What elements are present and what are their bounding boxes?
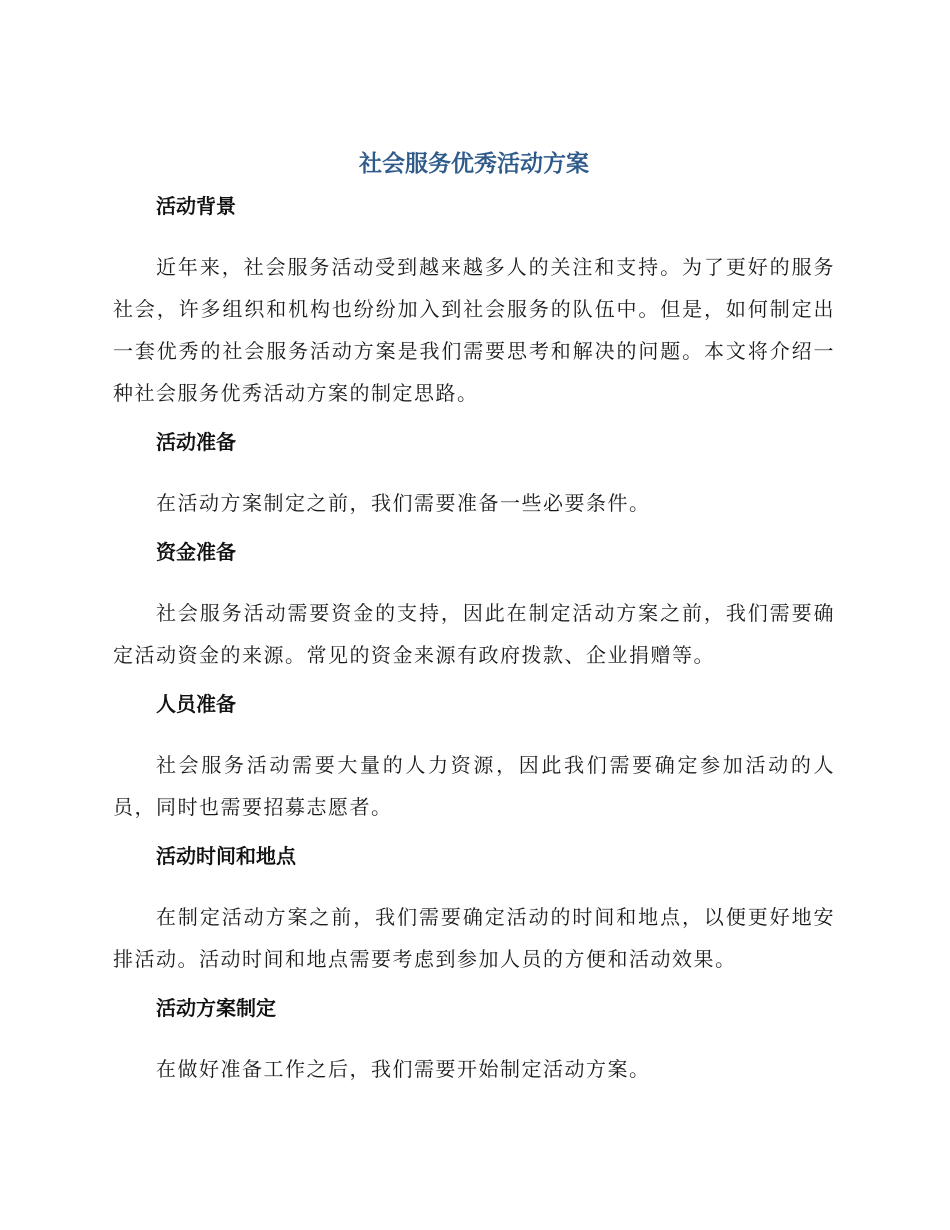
section-heading: 活动背景	[156, 194, 236, 218]
section-paragraph: 社会服务活动需要大量的人力资源，因此我们需要确定参加活动的人员，同时也需要招募志愿者。	[113, 753, 835, 819]
section-paragraph: 近年来，社会服务活动受到越来越多人的关注和支持。为了更好的服务社会，许多组织和机构也纷纷加入到社会服务的队伍中。但是，如何制定出一套优秀的社会服务活动方案是我们需要思考和解决的问题。本文将介绍一种社会服务优秀活动方案的制定思路。	[113, 255, 835, 405]
section-heading: 资金准备	[156, 540, 236, 564]
section-paragraph: 社会服务活动需要资金的支持，因此在制定活动方案之前，我们需要确定活动资金的来源。常见的资金来源有政府拨款、企业捐赠等。	[113, 601, 835, 667]
section-paragraph: 在制定活动方案之前，我们需要确定活动的时间和地点，以便更好地安排活动。活动时间和地点需要考虑到参加人员的方便和活动效果。	[113, 905, 835, 971]
section-plan-making	[113, 993, 835, 1090]
section-funding	[113, 537, 835, 676]
section-staffing	[113, 689, 835, 828]
section-paragraph: 在活动方案制定之前，我们需要准备一些必要条件。	[156, 491, 651, 515]
section-time-location	[113, 841, 835, 980]
section-heading: 人员准备	[156, 692, 236, 716]
section-heading: 活动时间和地点	[156, 844, 296, 868]
section-preparation	[113, 427, 835, 524]
section-paragraph: 在做好准备工作之后，我们需要开始制定活动方案。	[156, 1057, 651, 1081]
section-heading: 活动方案制定	[156, 996, 276, 1020]
section-heading: 活动准备	[156, 430, 236, 454]
document-title: 社会服务优秀活动方案	[359, 151, 589, 177]
section-background	[113, 191, 835, 414]
